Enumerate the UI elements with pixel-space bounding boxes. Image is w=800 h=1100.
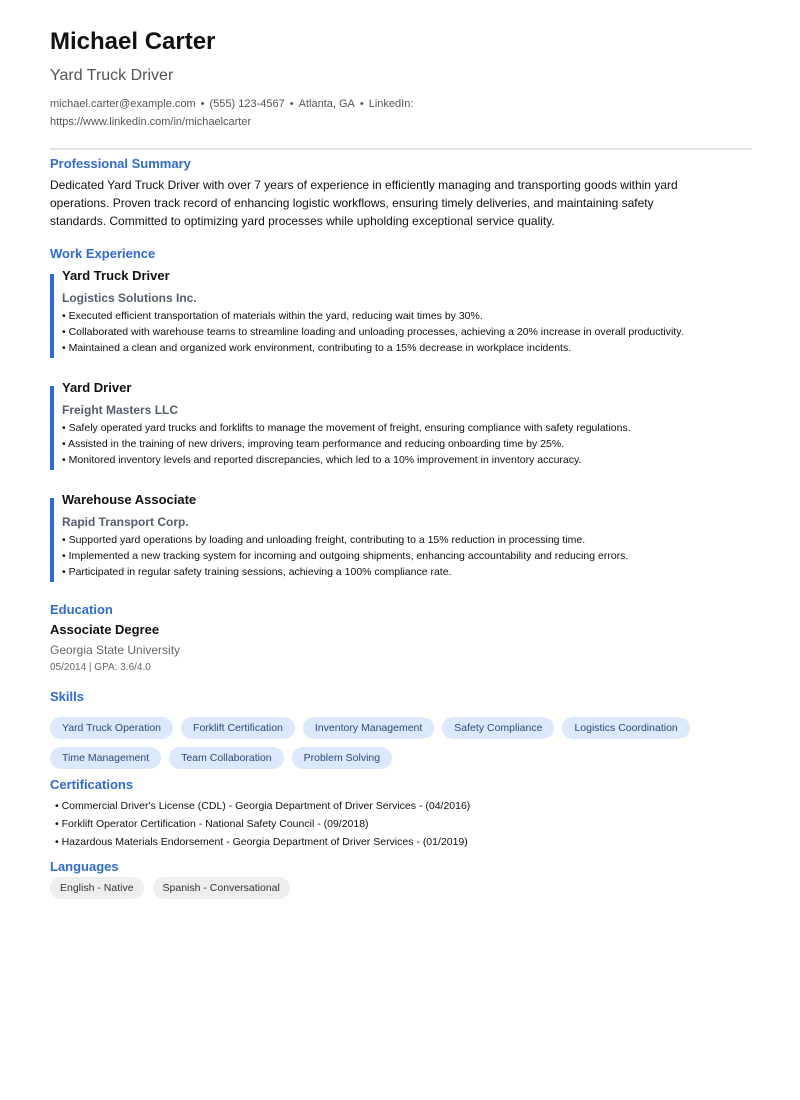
contact-linkedin-url[interactable]: https://www.linkedin.com/in/michaelcarter	[50, 116, 252, 128]
resume-header	[50, 28, 752, 150]
header-divider	[50, 148, 752, 150]
skills-heading: Skills	[50, 689, 84, 704]
summary-text: Dedicated Yard Truck Driver with over 7 years of experience in efficiently managing and transporting goods within yard operations. Proven track record of enhancing logistic workflows, ensuring timely deliveries, and maintaining safety standards. Committed to optimizing yard processes while upholding exceptional service quality.	[50, 178, 678, 228]
job-company: Freight Masters LLC	[62, 403, 179, 417]
resume-page	[50, 28, 752, 899]
job-bullet: • Participated in regular safety training sessions, achieving a 100% compliance rate.	[62, 566, 452, 578]
job-entry	[50, 380, 752, 468]
job-bullet: • Implemented a new tracking system for incoming and outgoing shipments, enhancing accountability and reducing errors.	[62, 550, 629, 562]
skill-chip: Logistics Coordination	[562, 717, 689, 739]
job-accent-bar	[50, 274, 54, 358]
languages-list	[50, 877, 752, 899]
skill-chip: Problem Solving	[292, 747, 392, 769]
education-meta: 05/2014 | GPA: 3.6/4.0	[50, 662, 151, 673]
summary-section	[50, 156, 752, 230]
certifications-heading: Certifications	[50, 777, 134, 792]
job-accent-bar	[50, 386, 54, 470]
skill-chip: Team Collaboration	[169, 747, 283, 769]
contact-info	[50, 95, 420, 131]
job-bullet: • Executed efficient transportation of materials within the yard, reducing wait times by 30%.	[62, 310, 483, 322]
skills-section	[50, 689, 752, 769]
certification-item: • Forklift Operator Certification - National Safety Council - (09/2018)	[55, 818, 369, 830]
job-bullets	[62, 420, 752, 468]
certification-item: • Commercial Driver's License (CDL) - Georgia Department of Driver Services - (04/2016)	[55, 800, 471, 812]
job-company: Logistics Solutions Inc.	[62, 291, 197, 305]
contact-location: Atlanta, GA	[298, 98, 355, 110]
skill-chip: Safety Compliance	[442, 717, 554, 739]
contact-separator: •	[359, 98, 364, 110]
candidate-name: Michael Carter	[50, 28, 216, 55]
education-heading: Education	[50, 602, 113, 617]
certification-item: • Hazardous Materials Endorsement - Georgia Department of Driver Services - (01/2019)	[55, 836, 468, 848]
job-entry	[50, 492, 752, 580]
skill-chip: Forklift Certification	[181, 717, 295, 739]
skill-chip: Yard Truck Operation	[50, 717, 173, 739]
contact-linkedin-label: LinkedIn:	[368, 98, 414, 110]
skill-chip: Inventory Management	[303, 717, 434, 739]
job-bullet: • Safely operated yard trucks and forklifts to manage the movement of freight, ensuring compliance with safety regulations.	[62, 422, 631, 434]
language-chip: English - Native	[50, 877, 144, 899]
contact-email[interactable]: michael.carter@example.com	[50, 98, 196, 110]
job-bullet: • Maintained a clean and organized work environment, contributing to a 15% decrease in workplace incidents.	[62, 342, 572, 354]
experience-heading: Work Experience	[50, 246, 156, 261]
job-title: Yard Truck Driver	[62, 268, 170, 283]
job-company: Rapid Transport Corp.	[62, 515, 189, 529]
job-bullet: • Supported yard operations by loading and unloading freight, contributing to a 15% reduction in processing time.	[62, 534, 586, 546]
job-bullet: • Monitored inventory levels and reported discrepancies, which led to a 10% improvement in inventory accuracy.	[62, 454, 582, 466]
skill-chip: Time Management	[50, 747, 161, 769]
skills-list	[50, 717, 750, 769]
contact-separator: •	[200, 98, 205, 110]
job-entry	[50, 268, 752, 356]
contact-separator: •	[289, 98, 294, 110]
job-bullets	[62, 532, 752, 580]
education-section	[50, 602, 752, 675]
languages-section	[50, 859, 752, 899]
certifications-list	[50, 797, 752, 851]
education-school: Georgia State University	[50, 643, 181, 657]
job-bullets	[62, 308, 752, 356]
experience-section	[50, 246, 752, 580]
candidate-title: Yard Truck Driver	[50, 67, 174, 84]
job-accent-bar	[50, 498, 54, 582]
languages-heading: Languages	[50, 859, 119, 874]
summary-heading: Professional Summary	[50, 156, 191, 171]
job-bullet: • Collaborated with warehouse teams to streamline loading and unloading processes, achieving a 20% increase in overall productivity.	[62, 326, 684, 338]
language-chip: Spanish - Conversational	[153, 877, 290, 899]
job-title: Yard Driver	[62, 380, 132, 395]
certifications-section	[50, 777, 752, 851]
education-degree: Associate Degree	[50, 622, 160, 637]
job-bullet: • Assisted in the training of new drivers, improving team performance and reducing onboarding time by 25%.	[62, 438, 565, 450]
job-title: Warehouse Associate	[62, 492, 197, 507]
contact-phone: (555) 123-4567	[209, 98, 285, 110]
